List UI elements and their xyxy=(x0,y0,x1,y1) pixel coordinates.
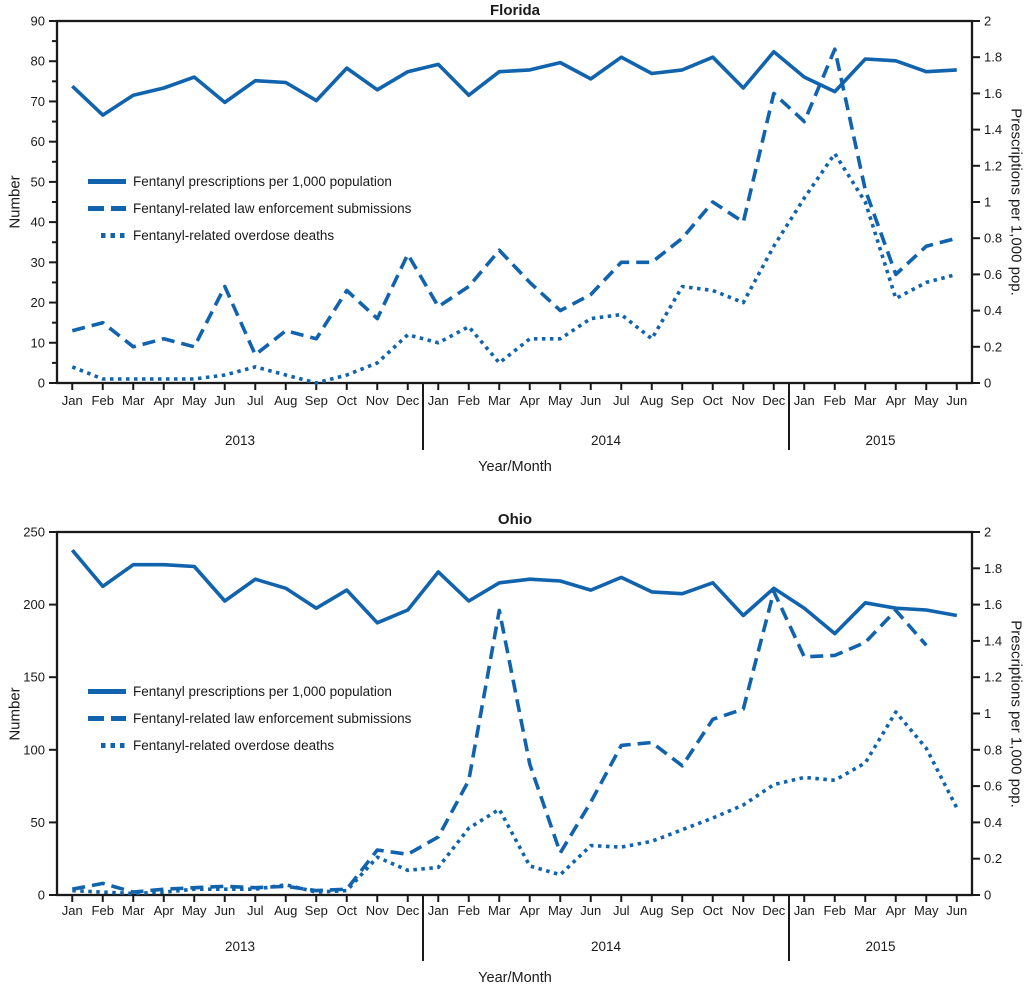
left-axis-tick-label: 250 xyxy=(23,524,45,540)
month-tick-label: Jan xyxy=(793,903,815,918)
dotted-line-swatch-icon xyxy=(88,231,126,240)
year-label: 2014 xyxy=(590,939,622,954)
left-axis-tick-label: 10 xyxy=(30,335,45,351)
month-tick-label: May xyxy=(181,903,207,918)
left-axis-tick-label: 40 xyxy=(30,214,45,230)
right-axis-label: Prescriptions per 1,000 pop. xyxy=(1007,620,1025,808)
month-tick-label: Apr xyxy=(885,393,906,408)
month-tick-label: Jan xyxy=(427,903,449,918)
right-axis-tick-label: 0.8 xyxy=(984,742,1003,758)
month-tick-label: Jan xyxy=(793,393,815,408)
right-axis-tick-label: 2 xyxy=(984,524,992,540)
right-axis-tick-label: 1 xyxy=(984,706,992,721)
right-axis-tick-label: 1.4 xyxy=(984,633,1003,649)
left-axis-tick-label: 0 xyxy=(37,375,45,391)
month-tick-label: Sep xyxy=(304,903,328,918)
month-tick-label: Mar xyxy=(488,903,511,918)
month-tick-label: Sep xyxy=(670,903,694,918)
right-axis-label: Prescriptions per 1,000 pop. xyxy=(1007,108,1025,296)
month-tick-label: Oct xyxy=(702,393,723,408)
month-tick-label: Jan xyxy=(61,903,83,918)
month-tick-label: Dec xyxy=(762,903,786,918)
month-tick-label: Apr xyxy=(885,903,906,918)
month-tick-label: Nov xyxy=(365,903,389,918)
right-axis-tick-label: 1 xyxy=(984,194,992,210)
month-tick-label: Dec xyxy=(396,393,420,408)
month-tick-label: Jun xyxy=(946,393,968,408)
month-tick-label: Jan xyxy=(61,393,83,408)
month-tick-label: Feb xyxy=(823,903,846,918)
dashed-line-swatch-icon xyxy=(88,204,126,213)
month-tick-label: Jun xyxy=(214,393,236,408)
month-tick-label: Mar xyxy=(854,393,877,408)
series-line-solid xyxy=(72,550,957,633)
legend-row-prescriptions xyxy=(88,678,411,705)
month-tick-label: Jul xyxy=(612,393,630,408)
month-tick-label: Dec xyxy=(762,393,786,408)
dotted-line-swatch-icon xyxy=(88,741,126,750)
right-axis-tick-label: 0 xyxy=(984,375,992,391)
month-tick-label: Feb xyxy=(91,903,114,918)
left-axis-label: Number xyxy=(6,687,24,741)
x-axis-label: Year/Month xyxy=(478,459,552,475)
solid-line-swatch-icon xyxy=(88,177,126,186)
right-axis-tick-label: 2 xyxy=(984,13,992,29)
legend-label: Fentanyl-related overdose deaths xyxy=(133,228,335,243)
legend-label: Fentanyl-related overdose deaths xyxy=(133,738,335,753)
left-axis-tick-label: 150 xyxy=(23,669,45,685)
month-tick-label: Nov xyxy=(365,393,389,408)
right-axis-tick-label: 1.6 xyxy=(984,85,1003,101)
month-tick-label: May xyxy=(913,903,939,918)
legend-row-overdose-deaths xyxy=(88,222,411,249)
month-tick-label: Mar xyxy=(854,903,877,918)
right-axis-tick-label: 0.2 xyxy=(984,851,1003,867)
month-tick-label: Oct xyxy=(336,393,357,408)
right-axis-tick-label: 0 xyxy=(984,887,992,903)
month-tick-label: Nov xyxy=(731,393,755,408)
month-tick-label: May xyxy=(547,903,573,918)
year-label: 2013 xyxy=(224,939,256,954)
ohio-chart xyxy=(0,504,1032,1008)
month-tick-label: Apr xyxy=(519,393,540,408)
month-tick-label: May xyxy=(913,393,939,408)
legend-label: Fentanyl-related law enforcement submissions xyxy=(133,711,412,726)
left-axis-tick-label: 60 xyxy=(30,134,45,150)
left-axis-tick-label: 90 xyxy=(30,13,45,29)
right-axis-tick-label: 1.4 xyxy=(984,122,1003,138)
left-axis-tick-label: 50 xyxy=(30,814,45,830)
legend-row-law-enforcement xyxy=(88,705,411,732)
legend-row-overdose-deaths xyxy=(88,732,411,759)
year-label: 2015 xyxy=(865,433,896,448)
month-tick-label: Jul xyxy=(612,903,630,918)
left-axis-tick-label: 200 xyxy=(23,597,45,613)
month-tick-label: Sep xyxy=(304,393,328,408)
left-axis-tick-label: 50 xyxy=(30,174,45,190)
month-tick-label: Aug xyxy=(274,903,298,918)
month-tick-label: Jun xyxy=(580,903,602,918)
legend xyxy=(88,168,411,249)
right-axis-tick-label: 1.8 xyxy=(984,560,1003,576)
ohio-chart-title: Ohio xyxy=(497,511,533,528)
month-tick-label: Sep xyxy=(670,393,694,408)
left-axis-label: Number xyxy=(6,175,24,229)
year-label: 2013 xyxy=(224,433,256,448)
dashed-line-swatch-icon xyxy=(88,714,126,723)
series-line-solid xyxy=(72,52,957,115)
left-axis-tick-label: 0 xyxy=(37,887,45,903)
legend-label: Fentanyl prescriptions per 1,000 population xyxy=(133,174,392,189)
month-tick-label: May xyxy=(547,393,573,408)
year-label: 2015 xyxy=(865,939,896,954)
legend-label: Fentanyl-related law enforcement submissions xyxy=(133,201,412,216)
legend-row-prescriptions xyxy=(88,168,411,195)
left-axis-tick-label: 70 xyxy=(30,93,45,109)
month-tick-label: Feb xyxy=(91,393,114,408)
right-axis-tick-label: 1.8 xyxy=(984,49,1003,65)
left-axis-tick-label: 30 xyxy=(30,254,45,270)
right-axis-tick-label: 1.6 xyxy=(984,597,1003,613)
right-axis-tick-label: 1.2 xyxy=(984,158,1003,174)
month-tick-label: Jun xyxy=(214,903,236,918)
month-tick-label: Feb xyxy=(457,903,480,918)
right-axis-tick-label: 0.8 xyxy=(984,230,1003,246)
left-axis-tick-label: 20 xyxy=(30,295,45,311)
solid-line-swatch-icon xyxy=(88,687,126,696)
month-tick-label: Mar xyxy=(122,393,145,408)
month-tick-label: Nov xyxy=(731,903,755,918)
month-tick-label: Jun xyxy=(580,393,602,408)
florida-chart-title: Florida xyxy=(489,2,540,19)
month-tick-label: Jun xyxy=(946,903,968,918)
right-axis-tick-label: 0.4 xyxy=(984,303,1003,319)
legend-row-law-enforcement xyxy=(88,195,411,222)
month-tick-label: Oct xyxy=(702,903,723,918)
right-axis-tick-label: 0.4 xyxy=(984,814,1003,830)
month-tick-label: Apr xyxy=(519,903,540,918)
month-tick-label: Jan xyxy=(427,393,449,408)
right-axis-tick-label: 0.6 xyxy=(984,266,1003,282)
month-tick-label: Aug xyxy=(640,903,664,918)
legend xyxy=(88,678,411,759)
month-tick-label: Apr xyxy=(153,393,174,408)
month-tick-label: Oct xyxy=(336,903,357,918)
month-tick-label: Dec xyxy=(396,903,420,918)
month-tick-label: Mar xyxy=(122,903,145,918)
right-axis-tick-label: 1.2 xyxy=(984,669,1003,685)
month-tick-label: Aug xyxy=(640,393,664,408)
left-axis-tick-label: 100 xyxy=(23,742,45,758)
month-tick-label: Feb xyxy=(823,393,846,408)
x-axis-label: Year/Month xyxy=(478,970,552,986)
month-tick-label: Apr xyxy=(153,903,174,918)
right-axis-tick-label: 0.6 xyxy=(984,778,1003,794)
left-axis-tick-label: 80 xyxy=(30,53,45,69)
right-axis-tick-label: 0.2 xyxy=(984,339,1003,355)
month-tick-label: May xyxy=(181,393,207,408)
year-label: 2014 xyxy=(590,433,622,448)
month-tick-label: Mar xyxy=(488,393,511,408)
month-tick-label: Feb xyxy=(457,393,480,408)
month-tick-label: Jul xyxy=(246,393,264,408)
legend-label: Fentanyl prescriptions per 1,000 population xyxy=(133,684,392,699)
month-tick-label: Aug xyxy=(274,393,298,408)
month-tick-label: Jul xyxy=(246,903,264,918)
